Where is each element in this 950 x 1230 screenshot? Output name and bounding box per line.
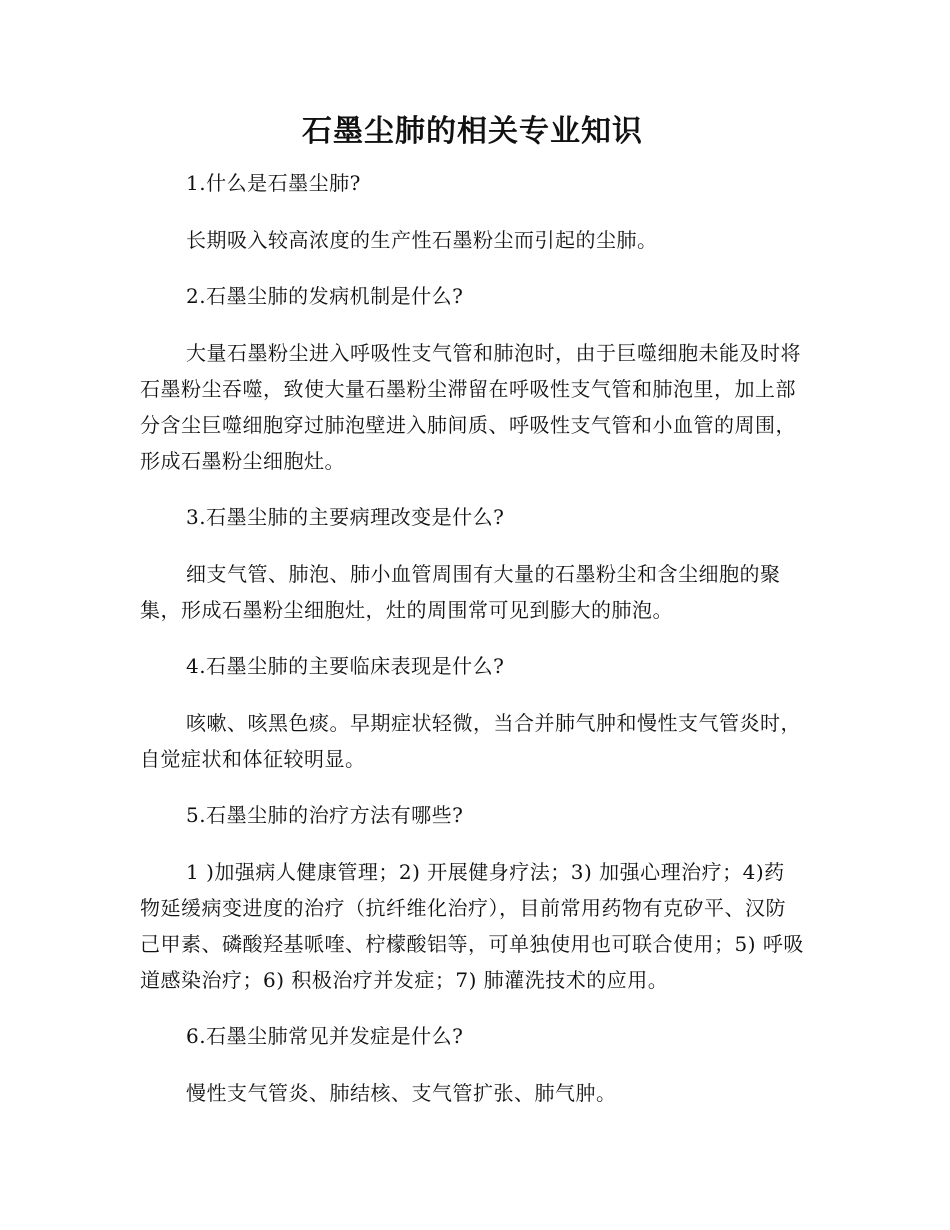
question-3: 3.石墨尘肺的主要病理改变是什么? bbox=[186, 505, 505, 529]
question-1: 1.什么是石墨尘肺? bbox=[186, 171, 361, 195]
answer-6: 慢性支气管炎、肺结核、支气管扩张、肺气肿。 bbox=[186, 1081, 617, 1105]
answer-3: 细支气管、肺泡、肺小血管周围有大量的石墨粉尘和含尘细胞的聚集，形成石墨粉尘细胞灶，灶的周围常可见到膨大的肺泡。 bbox=[140, 562, 781, 622]
document-page bbox=[140, 110, 805, 1134]
question-2: 2.石墨尘肺的发病机制是什么? bbox=[186, 284, 464, 308]
question-5: 5.石墨尘肺的治疗方法有哪些? bbox=[186, 803, 464, 827]
document-title: 石墨尘肺的相关专业知识 bbox=[302, 114, 643, 149]
answer-2: 大量石墨粉尘进入呼吸性支气管和肺泡时，由于巨噬细胞未能及时将石墨粉尘吞噬，致使大量石墨粉尘滞留在呼吸性支气管和肺泡里，加上部分含尘巨噬细胞穿过肺泡壁进入肺间质、呼吸性支气管和小血管的周围，形成石墨粉尘细胞灶。 bbox=[140, 341, 801, 473]
question-6: 6.石墨尘肺常见并发症是什么? bbox=[186, 1024, 464, 1048]
answer-1: 长期吸入较高浓度的生产性石墨粉尘而引起的尘肺。 bbox=[186, 228, 658, 252]
question-4: 4.石墨尘肺的主要临床表现是什么? bbox=[186, 654, 505, 678]
answer-4: 咳嗽、咳黑色痰。早期症状轻微，当合并肺气肿和慢性支气管炎时，自觉症状和体征较明显。 bbox=[140, 711, 801, 771]
answer-5: 1 )加强病人健康管理；2) 开展健身疗法；3) 加强心理治疗；4)药物延缓病变进度的治疗（抗纤维化治疗），目前常用药物有克矽平、汉防己甲素、磷酸羟基哌喹、柠檬酸铝等，可单独使用也可联合使用；5) 呼吸道感染治疗；6) 积极治疗并发症；7) 肺灌洗技术的应用。 bbox=[140, 860, 804, 992]
